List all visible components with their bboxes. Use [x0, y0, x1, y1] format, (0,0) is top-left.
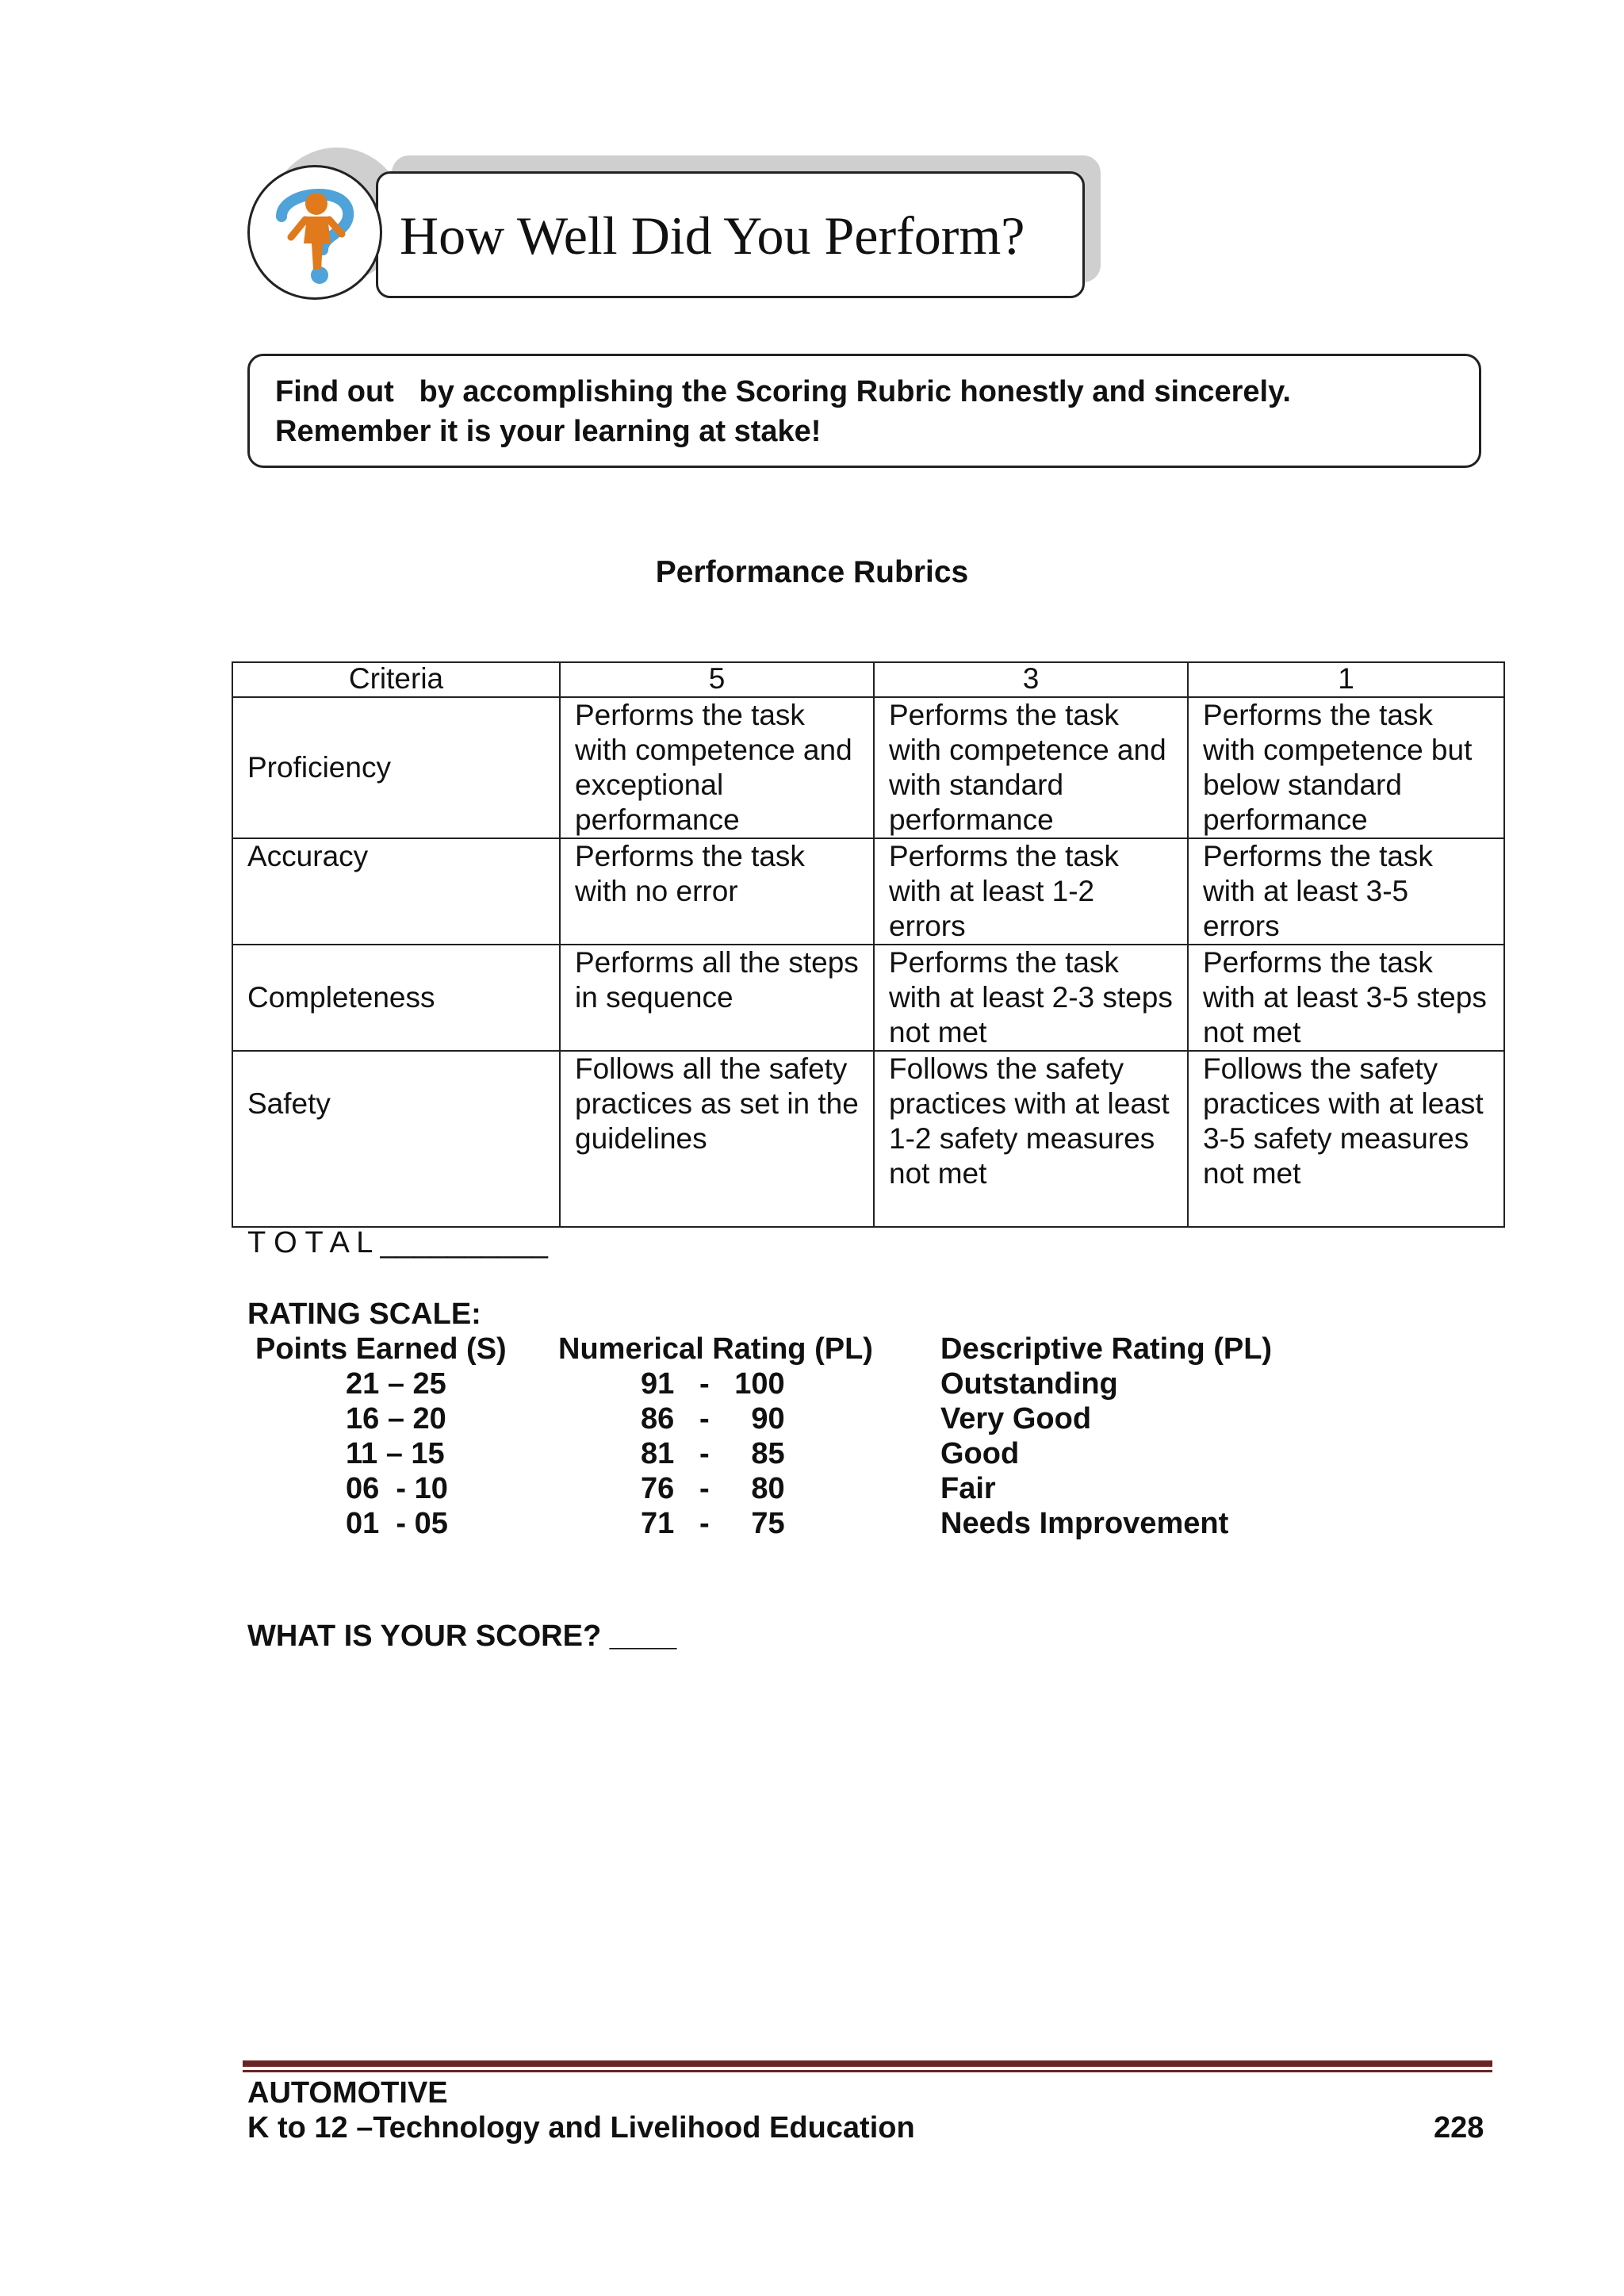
footer-rule-thin	[243, 2070, 1492, 2072]
rubric-cell: Performs the task with competence and with standard performance	[874, 697, 1188, 838]
rating-numerical: 91 - 100	[641, 1367, 785, 1401]
banner-icon-circle	[247, 165, 382, 300]
rating-header-numerical: Numerical Rating (PL)	[558, 1332, 873, 1366]
rubric-title: Performance Rubrics	[655, 555, 969, 589]
footer-rule	[243, 2060, 1492, 2067]
question-mark-figure-icon	[250, 167, 380, 297]
rating-numerical: 76 - 80	[641, 1472, 785, 1505]
rating-points: 16 – 20	[346, 1402, 446, 1435]
footer-course: K to 12 –Technology and Livelihood Education	[247, 2111, 915, 2145]
rating-header-points: Points Earned (S)	[255, 1332, 507, 1366]
page-number: 228	[1434, 2111, 1484, 2145]
column-header: 3	[874, 662, 1188, 697]
rating-numerical: 86 - 90	[641, 1402, 785, 1435]
page-title: How Well Did You Perform?	[400, 205, 1025, 266]
criteria-cell: Safety	[232, 1051, 560, 1227]
rating-numerical: 71 - 75	[641, 1507, 785, 1540]
column-header: Criteria	[232, 662, 560, 697]
rating-descriptive: Needs Improvement	[940, 1507, 1229, 1540]
instruction-line-1: Find out by accomplishing the Scoring Rubric honestly and sincerely.	[275, 375, 1291, 408]
rubric-cell: Performs the task with competence and exceptional performance	[560, 697, 874, 838]
instruction-line-2: Remember it is your learning at stake!	[275, 415, 822, 448]
rating-descriptive: Very Good	[940, 1402, 1092, 1435]
criteria-cell: Proficiency	[232, 697, 560, 838]
table-row	[232, 838, 1504, 945]
rubric-cell: Follows the safety practices with at least 3-5 safety measures not met	[1188, 1051, 1504, 1227]
rating-points: 11 – 15	[346, 1437, 445, 1470]
rubric-cell: Performs the task with competence but below standard performance	[1188, 697, 1504, 838]
rating-points: 21 – 25	[346, 1367, 446, 1401]
criteria-cell: Completeness	[232, 945, 560, 1051]
rubric-cell: Performs the task with at least 2-3 steps not met	[874, 945, 1188, 1051]
table-row	[232, 945, 1504, 1051]
rating-scale-heading: RATING SCALE:	[247, 1297, 481, 1331]
rating-numerical: 81 - 85	[641, 1437, 785, 1470]
criteria-cell: Accuracy	[232, 838, 560, 945]
rating-descriptive: Outstanding	[940, 1367, 1118, 1401]
table-row	[232, 1051, 1504, 1227]
column-header: 5	[560, 662, 874, 697]
rubric-cell: Follows the safety practices with at least 1-2 safety measures not met	[874, 1051, 1188, 1227]
rubric-cell: Performs the task with at least 3-5 steps not met	[1188, 945, 1504, 1051]
footer-subject: AUTOMOTIVE	[247, 2076, 448, 2110]
score-field: WHAT IS YOUR SCORE? ____	[247, 1619, 677, 1653]
rating-descriptive: Fair	[940, 1472, 996, 1505]
rubric-cell: Performs the task with at least 3-5 errors	[1188, 838, 1504, 945]
table-header-row	[232, 662, 1504, 697]
rating-points: 01 - 05	[346, 1507, 448, 1540]
rubric-cell: Performs all the steps in sequence	[560, 945, 874, 1051]
rating-descriptive: Good	[940, 1437, 1020, 1470]
rubric-cell: Performs the task with no error	[560, 838, 874, 945]
column-header: 1	[1188, 662, 1504, 697]
rubric-table	[232, 661, 1505, 1228]
table-row	[232, 697, 1504, 838]
rubric-cell: Follows all the safety practices as set in the guidelines	[560, 1051, 874, 1227]
rating-points: 06 - 10	[346, 1472, 448, 1505]
rubric-cell: Performs the task with at least 1-2 errors	[874, 838, 1188, 945]
total-field: T O T A L __________	[247, 1226, 548, 1259]
rating-header-descriptive: Descriptive Rating (PL)	[940, 1332, 1273, 1366]
instruction-box	[247, 354, 1481, 468]
